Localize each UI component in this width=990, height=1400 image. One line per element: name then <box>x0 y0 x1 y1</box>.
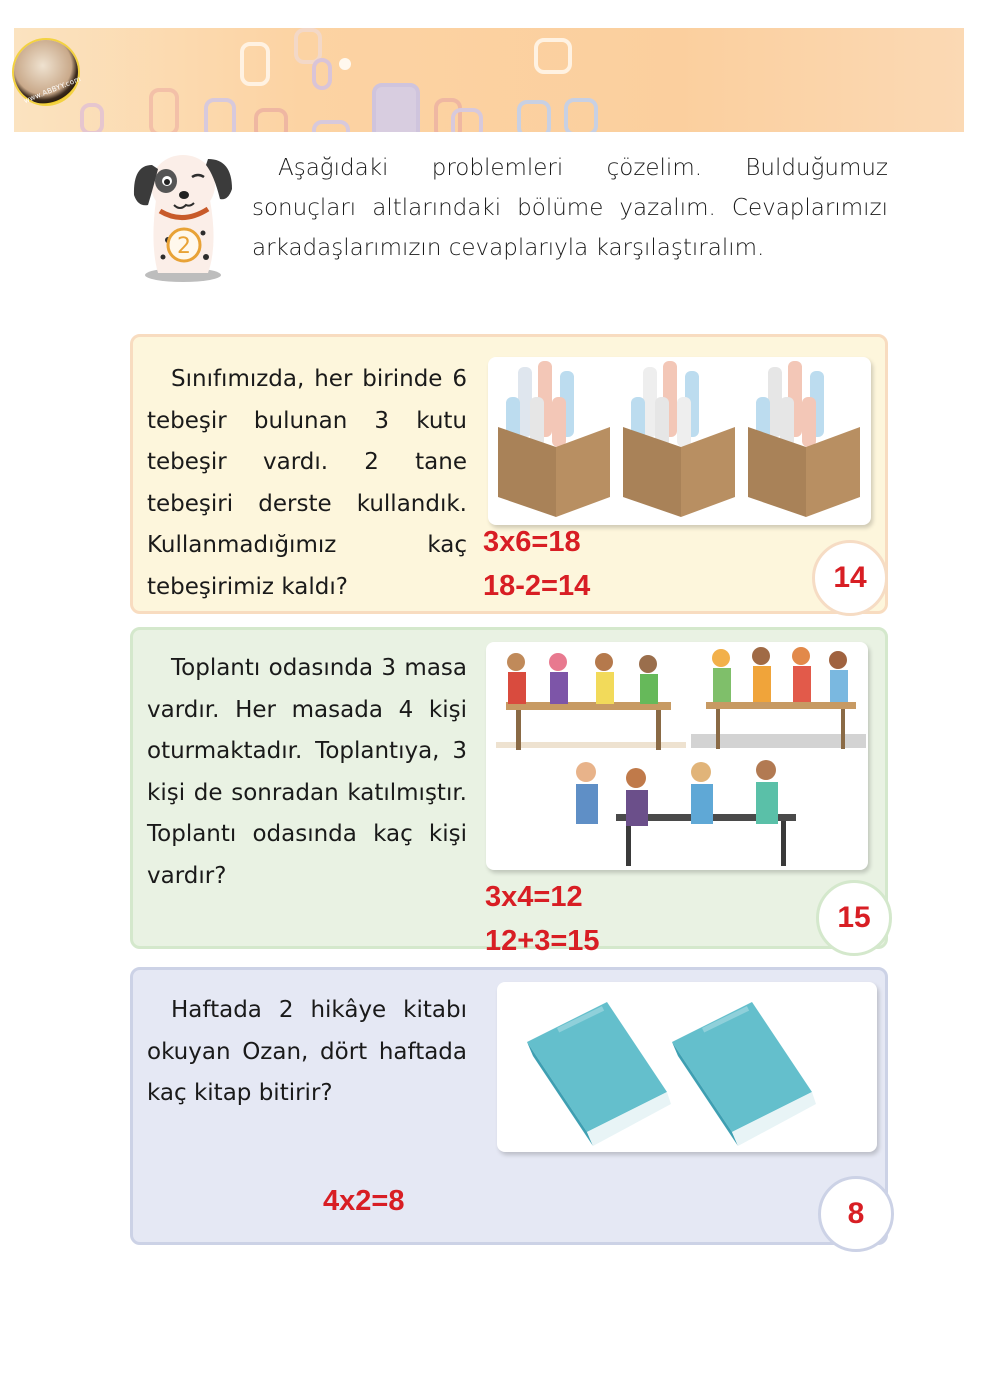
answer-circle: 14 <box>812 540 888 616</box>
dalmatian-dog-icon <box>128 145 238 285</box>
problem-text: Haftada 2 hikâye kitabı okuyan Ozan, dört haftada kaç kitap bitirir? <box>147 997 467 1106</box>
chalk-boxes-illustration <box>488 357 871 525</box>
answer-circle: 8 <box>818 1176 894 1252</box>
meeting-table-icon <box>576 760 796 866</box>
decorative-square <box>339 58 351 70</box>
meeting-table-icon <box>496 653 686 750</box>
decorative-square <box>204 98 236 132</box>
watermark-text: www.ABBYY.com <box>22 74 83 106</box>
work-line: 3x4=12 <box>485 881 583 913</box>
work-line: 3x6=18 <box>483 526 581 558</box>
work-line: 4x2=8 <box>323 1185 405 1217</box>
book-icon <box>527 1002 671 1146</box>
work-line: 12+3=15 <box>485 925 600 957</box>
decorative-square <box>312 58 332 90</box>
svg-text:2: 2 <box>177 234 191 259</box>
decorative-square <box>254 108 288 132</box>
problem-text: Sınıfımızda, her birinde 6 tebeşir bulunan 3 kutu tebeşir vardı. 2 tane tebeşiri derste kullandık. Kullanmadığımız kaç tebeşirimiz kaldı? <box>147 366 467 600</box>
problem-text: Toplantı odasında 3 masa vardır. Her masada 4 kişi oturmaktadır. Toplantıya, 3 kişi de sonradan katılmıştır. Toplantı odasında kaç kişi vardır? <box>147 655 467 889</box>
decorative-square <box>149 88 179 132</box>
book-icon <box>672 1002 816 1146</box>
problem-card-2 <box>130 627 888 957</box>
decorative-square <box>451 108 483 132</box>
problem-card-3 <box>130 967 888 1245</box>
decorative-square <box>534 38 572 74</box>
meeting-tables-illustration <box>486 642 868 870</box>
work-line: 18-2=14 <box>483 570 591 602</box>
problem-card-1 <box>130 334 888 614</box>
decorative-square <box>240 42 270 86</box>
answer-circle: 15 <box>816 880 892 956</box>
header-banner <box>14 28 964 132</box>
two-books-illustration <box>497 982 877 1152</box>
decorative-square <box>517 100 551 132</box>
chalk-box-icon <box>748 361 860 517</box>
meeting-table-icon <box>691 647 866 749</box>
decorative-square <box>372 83 420 132</box>
chalk-box-icon <box>498 361 610 517</box>
instruction-text: Aşağıdaki problemleri çözelim. Bulduğumuz sonuçları altlarındaki bölüme yazalım. Cevaplarımızı arkadaşlarımızın cevaplarıyla karşılaştıralım. <box>252 155 888 261</box>
decorative-square <box>312 120 350 132</box>
chalk-box-icon <box>623 361 735 517</box>
decorative-square <box>80 103 104 132</box>
decorative-square <box>564 98 598 132</box>
